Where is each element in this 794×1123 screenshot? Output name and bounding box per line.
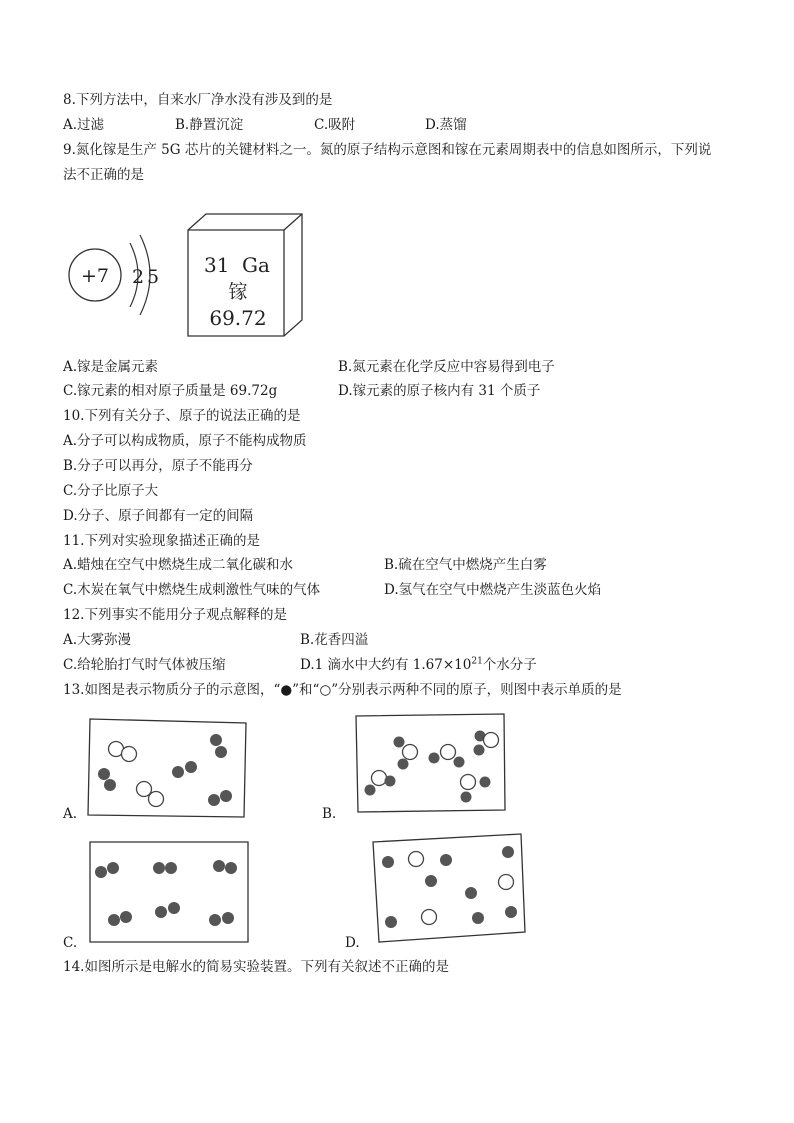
q8-stem: 8.下列方法中，自来水厂净水没有涉及到的是 [63, 92, 333, 108]
q11-option-d: D.氢气在空气中燃烧产生淡蓝色火焰 [384, 582, 602, 598]
q11-option-b: B.硫在空气中燃烧产生白雾 [384, 557, 547, 573]
q12-option-b: B.花香四溢 [300, 632, 369, 648]
molecule-box-b [354, 712, 506, 814]
q11-option-c: C.木炭在氧气中燃烧生成刺激性气味的气体 [63, 582, 321, 598]
nitrogen-atom-diagram [60, 225, 170, 325]
q9-option-c: C.镓元素的相对原子质量是 69.72g [63, 383, 278, 399]
q8-option-d: D.蒸馏 [425, 117, 467, 133]
q13-label-d: D. [345, 935, 360, 951]
q14-stem: 14.如图所示是电解水的简易实验装置。下列有关叙述不正确的是 [63, 959, 449, 975]
q10-stem: 10.下列有关分子、原子的说法正确的是 [63, 408, 301, 424]
q11-option-a: A.蜡烛在空气中燃烧生成二氧化碳和水 [63, 557, 294, 573]
atomic-mass: 69.72 [209, 306, 267, 330]
q12-stem: 12.下列事实不能用分子观点解释的是 [63, 607, 287, 623]
q11-stem: 11.下列对实验现象描述正确的是 [63, 533, 260, 549]
q13-label-b: B. [322, 806, 337, 822]
q13-label-c: C. [63, 935, 78, 951]
gallium-element-cube [186, 212, 306, 340]
molecule-box-c [88, 840, 250, 944]
q12-option-d-exponent: 21 [471, 656, 483, 667]
q12-option-c: C.给轮胎打气时气体被压缩 [63, 657, 226, 673]
q13-stem: 13.如图是表示物质分子的示意图，“●”和“○”分别表示两种不同的原子，则图中表示单质的是 [63, 682, 622, 698]
q9-option-a: A.镓是金属元素 [63, 359, 159, 375]
nucleus-charge: +7 [80, 265, 110, 287]
shell2-electrons: 5 [147, 266, 160, 288]
q12-option-a: A.大雾弥漫 [63, 632, 132, 648]
q10-option-a: A.分子可以构成物质，原子不能构成物质 [63, 433, 307, 449]
q12-option-d-suffix: 个水分子 [482, 657, 537, 673]
atomic-number: 31 [204, 253, 230, 277]
q9-option-d: D.镓元素的原子核内有 31 个质子 [338, 383, 541, 399]
q9-stem-line2: 法不正确的是 [63, 167, 144, 183]
element-name: 镓 [228, 281, 248, 303]
q8-option-a: A.过滤 [63, 117, 105, 133]
q10-option-b: B.分子可以再分，原子不能再分 [63, 458, 253, 474]
q8-option-b: B.静置沉淀 [175, 117, 244, 133]
q12-option-d-prefix: D.1 滴水中大约有 1.67×10 [300, 657, 472, 673]
q8-option-c: C.吸附 [314, 117, 356, 133]
q9-stem-line1: 9.氮化镓是生产 5G 芯片的关键材料之一。氮的原子结构示意图和镓在元素周期表中的信息如图所示，下列说 [63, 142, 712, 158]
q12-option-d [300, 655, 537, 675]
element-symbol: Ga [242, 253, 270, 277]
molecule-box-a [88, 717, 248, 819]
shell1-electrons: 2 [132, 266, 145, 288]
q10-option-d: D.分子、原子间都有一定的间隔 [63, 508, 254, 524]
q13-label-a: A. [63, 806, 78, 822]
q9-option-b: B.氮元素在化学反应中容易得到电子 [338, 359, 555, 375]
molecule-box-d [371, 832, 527, 944]
q10-option-c: C.分子比原子大 [63, 483, 159, 499]
